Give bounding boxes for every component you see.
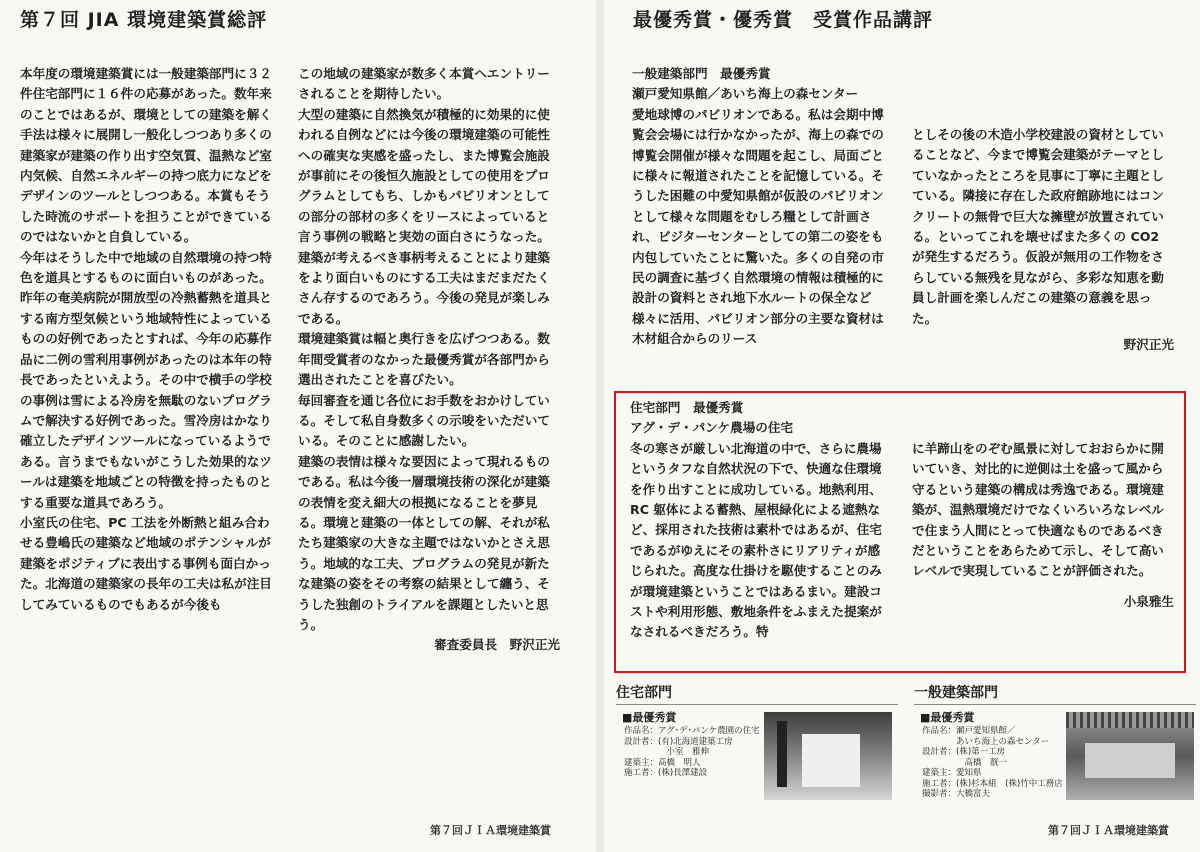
credit-line: 施工者：(株)杉本組 (株)竹中工務店 xyxy=(922,778,1063,789)
credit-list xyxy=(922,726,1072,800)
panel-heading: 一般建築部門 xyxy=(914,682,1196,705)
interior-photo xyxy=(764,712,892,800)
credit-line: 高橋 靗一 xyxy=(922,757,1008,768)
left-column-1 xyxy=(20,64,278,615)
paragraph: 建築の表情は様々な要因によって現れるものである。私は今後一層環境技術の深化が建築の表情を変え細大の根拠になることを夢見る。環境と建築の一体としての解、それが私たち建築家の大きな主題ではないかとさえ思う。地域的な工夫、プログラムの発見が新たな建築の姿をその考察の結果として纏う、そうした独創のトライアルを課題としたいと思う。 xyxy=(298,453,550,632)
paragraph: 本年度の環境建築賞には一般建築部門に３２件住宅部門に１６件の応募があった。数年来のことではあるが、環境としての建築を解く手法は様々に展開し一般化しつつあり多くの建築家が建築の作り出す空気質、温熱など室内気候、自然エネルギーの持つ底力になどをデザインのツールとしつつある。本賞もそうした時流のサポートを担うことができているのではないかと自負している。 xyxy=(20,66,272,245)
credit-line: 施工者：(株)長澤建設 xyxy=(624,768,708,778)
credit-line: 作品名：アグ･デ･パンケ農園の住宅 xyxy=(624,726,760,736)
credit-list xyxy=(624,726,774,779)
page-footer: 第７回ＪＩＡ環境建築賞 xyxy=(430,824,551,837)
paragraph: 大型の建築に自然換気が積極的に効果的に使われる自例などには今後の環境建築の可能性への確実な実感を盛ったし、また博覧会施設が事前にその後恒久施設としての使用をプログラムとしてもち、しかもパビリオンとしての部分の部材の多くをリースによっていると言う事例の戦略と実効の面白さにうなった。建築が考えるべき事柄考えることにより建築をより面白いものにする工夫はまだまだたくさん存するのであろう。今後の発見が楽しみである。 xyxy=(298,106,550,326)
paragraph: としその後の木造小学校建設の資材としていることなど、今まで博覧会建築がテーマとしていなかったところを見事に丁寧に主題としている。隣接に存在した政府館跡地にはコンクリートの無骨で巨大な擁壁が放置されている。といってこれを壊せばまた多くの CO2 が発生するだろう。仮設が無用の工作物をさらしている無残を見ながら、多彩な知恵を動員し計画を楽しんだこの建築の意義を思った。 xyxy=(912,127,1164,326)
credit-line: 撮影者：大橋富夫 xyxy=(922,789,991,799)
paragraph: 小室氏の住宅、PC 工法を外断熱と組み合わせる豊嶋氏の建築など地域のポテンシャルが建築をポジティブに表出する事例も面白かった。北海道の建築家の長年の工夫は私が注目してみているものでもあるが今後も xyxy=(20,514,272,612)
paragraph: 愛地球博のパビリオンである。私は会期中博覧会会場には行かなかったが、海上の森での博覧会開催が様々な問題を起こし、局面ごとに様々に報道されたことを記憶している。そうした困難の中愛知県館が仮設のパビリオンとして様々な問題をむしろ糧として計画され、ビジターセンターとしての第二の姿をも内包していたことに驚いた。多くの自発の市民の調査に基づく自然環境の情報は積極的に設計の資料とされ地下水ルートの保全など様々に活用、パビリオン部分の主要な資材は木材組合からのリース xyxy=(632,106,884,347)
award-label: ■最優秀賞 xyxy=(920,711,975,724)
credit-line: 設計者：(株)第一工房 xyxy=(922,747,1006,757)
page-title: 第７回 JIA 環境建築賞総評 xyxy=(20,9,268,31)
credit-line: 作品名：瀬戸愛知県館／ xyxy=(922,726,1016,736)
credit-line: 小室 雅伸 xyxy=(624,747,710,757)
house-review-column-1 xyxy=(630,398,892,643)
signature: 審査委員長 野沢正光 xyxy=(434,637,560,653)
signature: 小泉雅生 xyxy=(1123,593,1174,609)
page-gutter xyxy=(596,0,604,852)
award-panel-house xyxy=(616,682,898,830)
credit-line: 建築主：愛知県 xyxy=(922,768,982,778)
paragraph: 今年はそうした中で地域の自然環境の持つ特色を道具とするものに面白いものがあった。昨年の奄美病院が開放型の冷熱蓄熱を道具とする南方型気候という地域特性によっているものの好例であったとすれば、今年の応募作品に二例の雪利用事例があったのは本年の特長であったといえよう。その中で横手の学校の事例は雪による冷房を無駄のないプログラムで解決する好例であった。雪冷房はかなり確立したデザインツールになっているようである。言うまでもないがこうした効果的なツールは建築を地域ごとの特徴を持ったものとする重要な道具であろう。 xyxy=(20,249,272,510)
general-review-column-2 xyxy=(912,125,1174,355)
credit-line: あいち海上の森センター xyxy=(922,736,1050,747)
paragraph: 環境建築賞は幅と奥行きを広げつつある。数年間受賞者のなかった最優秀賞が各部門から選出されたことを喜びたい。 xyxy=(298,331,550,388)
paragraph: に羊蹄山をのぞむ風景に対しておおらかに開いていき、対比的に逆側は土を盛って風から守るという建築の構成は秀逸である。環境建築が、温熱環境だけでなくいろいろなレベルで住まう人間にとって快適なものであるべきだということをあらためて示し、そして高いレベルで実現していることが評価された。 xyxy=(912,441,1164,579)
page-title: 最優秀賞・優秀賞 受賞作品講評 xyxy=(633,9,934,31)
building-photo xyxy=(1066,712,1194,800)
general-review-column-1 xyxy=(632,64,894,350)
work-title: 瀬戸愛知県館／あいち海上の森センター xyxy=(632,86,859,102)
page-footer: 第７回ＪＩＡ環境建築賞 xyxy=(1048,824,1169,837)
paragraph: 冬の寒さが厳しい北海道の中で、さらに農場というタフな自然状況の下で、快適な住環境を作り出すことに成功している。地熱利用、RC 躯体による蓄熱、屋根緑化による遮熱など、採用された技術は素朴ではあるが、住宅であるがゆえにその素朴さにリアリティが感じられた。高度な仕掛けを駆使することのみが環境建築ということではあるまい。建設コストや利用形態、敷地条件をふまえた提案がなされるべきだろう。特 xyxy=(630,440,882,640)
award-label: ■最優秀賞 xyxy=(622,711,677,724)
credit-line: 設計者：(有)北海道建築工房 xyxy=(624,736,733,747)
category-heading: 一般建築部門 最優秀賞 xyxy=(632,66,771,81)
left-column-2 xyxy=(298,64,560,656)
credit-line: 建築主：高橋 明人 xyxy=(624,757,701,768)
house-review-column-2 xyxy=(912,439,1174,612)
award-panel-general xyxy=(914,682,1196,830)
paragraph: 毎回審査を通じ各位にお手数をおかけしている。そして私自身数多くの示唆をいただいている。そのことに感謝したい。 xyxy=(298,392,550,449)
category-heading: 住宅部門 最優秀賞 xyxy=(630,400,744,415)
paragraph: この地域の建築家が数多く本賞へエントリーされることを期待したい。 xyxy=(298,66,550,102)
panel-heading: 住宅部門 xyxy=(616,682,898,705)
signature: 野沢正光 xyxy=(1123,337,1174,353)
work-title: アグ・デ・パンケ農場の住宅 xyxy=(630,420,794,436)
